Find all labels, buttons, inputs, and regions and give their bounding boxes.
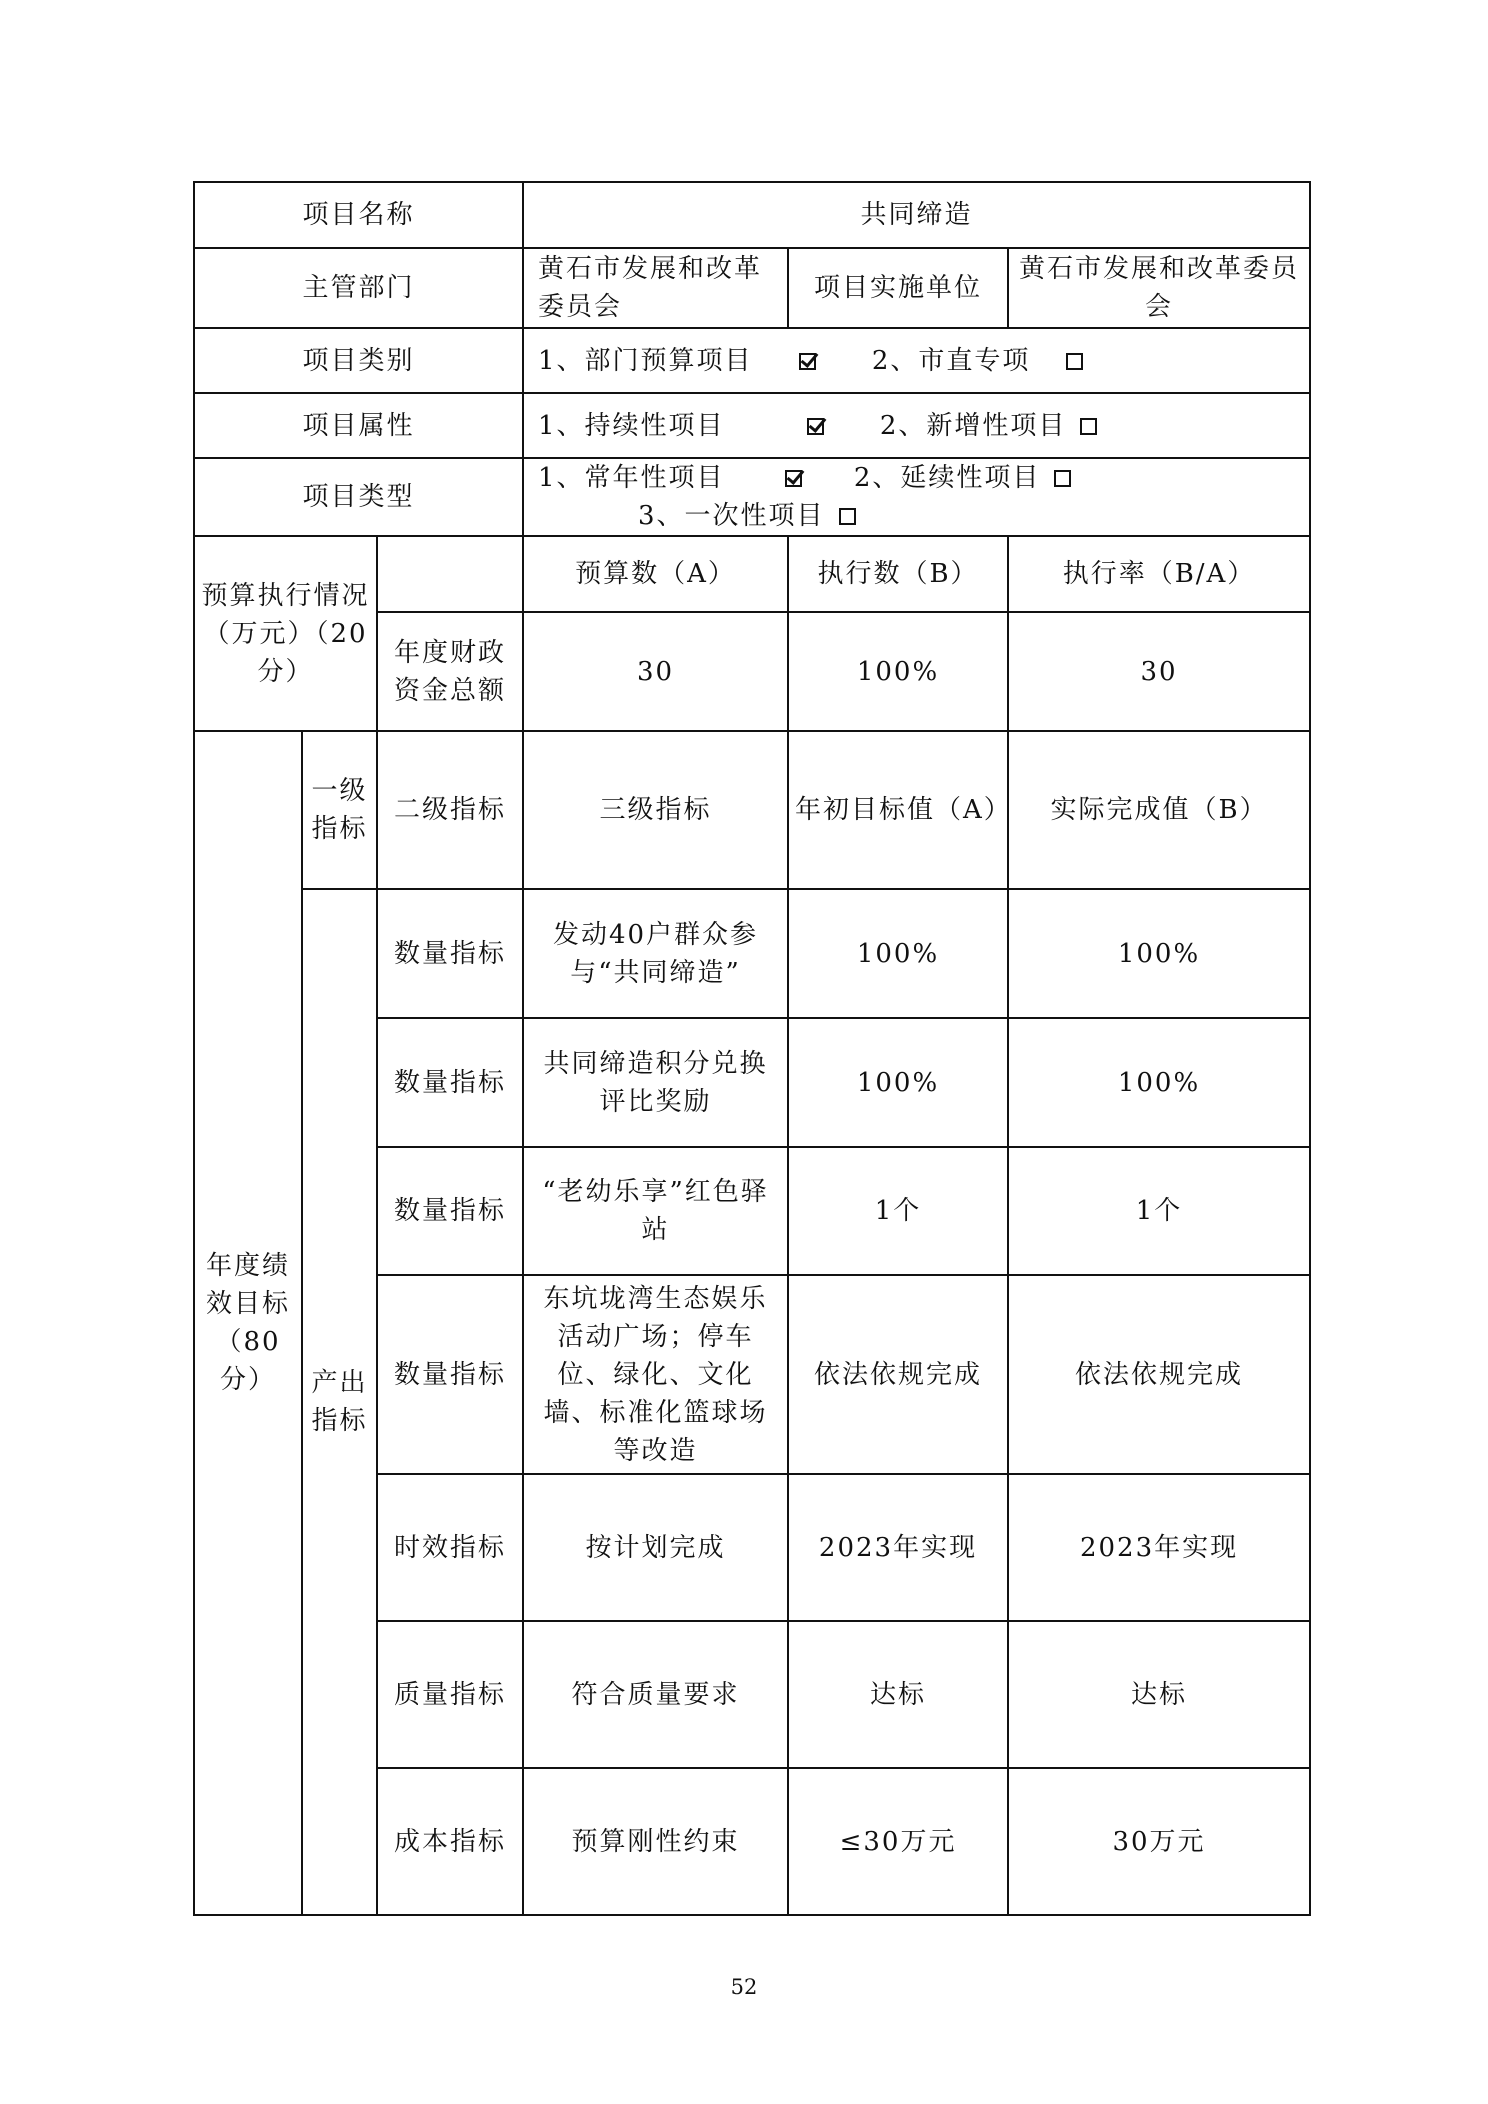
checkbox-empty-icon: [1080, 418, 1097, 435]
attribute-option-1: [538, 407, 824, 445]
category-options: [523, 328, 1310, 393]
indicator-level3: 发动40户群众参与“共同缔造”: [523, 889, 788, 1018]
indicator-actual: 达标: [1008, 1621, 1310, 1768]
budget-a-value: 30: [523, 612, 788, 731]
indicator-target: ≤30万元: [788, 1768, 1008, 1915]
dept-value: 黄石市发展和改革委员会: [523, 248, 788, 328]
indicator-level3: 共同缔造积分兑换评比奖励: [523, 1018, 788, 1147]
target-header: 年初目标值（A）: [788, 731, 1008, 889]
impl-unit-label: 项目实施单位: [788, 248, 1008, 328]
level2-header: 二级指标: [377, 731, 523, 889]
indicator-level2: 数量指标: [377, 1147, 523, 1275]
attribute-option-2-text: 2、新增性项目: [879, 410, 1067, 441]
indicator-level3: 符合质量要求: [523, 1621, 788, 1768]
indicator-target: 2023年实现: [788, 1474, 1008, 1621]
perf-section-label: 年度绩效目标（80分）: [194, 731, 302, 1915]
indicator-level3: “老幼乐享”红色驿站: [523, 1147, 788, 1275]
indicator-actual: 30万元: [1008, 1768, 1310, 1915]
indicator-actual: 100%: [1008, 889, 1310, 1018]
category-option-2: [872, 342, 1084, 380]
project-name-label: 项目名称: [194, 182, 523, 248]
impl-unit-value: 黄石市发展和改革委员会: [1008, 248, 1310, 328]
type-option-1-text: 1、常年性项目: [538, 463, 725, 493]
category-label: 项目类别: [194, 328, 523, 393]
type-option-3-text: 3、一次性项目: [638, 501, 825, 531]
project-name-value: 共同缔造: [523, 182, 1310, 248]
indicator-level2: 数量指标: [377, 889, 523, 1018]
performance-table: [193, 181, 1311, 1916]
level3-header: 三级指标: [523, 731, 788, 889]
indicator-target: 依法依规完成: [788, 1275, 1008, 1474]
indicator-target: 1个: [788, 1147, 1008, 1275]
actual-header: 实际完成值（B）: [1008, 731, 1310, 889]
indicator-actual: 依法依规完成: [1008, 1275, 1310, 1474]
attribute-label: 项目属性: [194, 393, 523, 458]
type-label: 项目类型: [194, 458, 523, 536]
budget-b-value: 100%: [788, 612, 1008, 731]
budget-section-label: 预算执行情况（万元）（20分）: [194, 536, 377, 731]
type-options: [523, 458, 1310, 536]
indicator-level2: 质量指标: [377, 1621, 523, 1768]
indicator-target: 100%: [788, 889, 1008, 1018]
category-option-1-text: 1、部门预算项目: [538, 345, 753, 376]
page-number: 52: [730, 1975, 758, 1999]
type-option-2: [854, 459, 1072, 497]
attribute-options: [523, 393, 1310, 458]
category-option-2-text: 2、市直专项: [871, 345, 1031, 376]
checkbox-checked-icon: [785, 470, 802, 487]
indicator-actual: 2023年实现: [1008, 1474, 1310, 1621]
attribute-option-2: [880, 407, 1098, 445]
indicator-actual: 100%: [1008, 1018, 1310, 1147]
category-option-1: [538, 342, 816, 380]
budget-row-label: 年度财政资金总额: [377, 612, 523, 731]
budget-col-a: 预算数（A）: [523, 536, 788, 612]
budget-header-blank: [377, 536, 523, 612]
indicator-level2: 时效指标: [377, 1474, 523, 1621]
output-indicator-label: 产出指标: [302, 889, 377, 1915]
budget-col-b: 执行数（B）: [788, 536, 1008, 612]
budget-col-rate: 执行率（B/A）: [1008, 536, 1310, 612]
level1-header: 一级指标: [302, 731, 377, 889]
checkbox-checked-icon: [799, 353, 816, 370]
indicator-level3: 按计划完成: [523, 1474, 788, 1621]
checkbox-empty-icon: [839, 508, 856, 525]
checkbox-empty-icon: [1066, 353, 1083, 370]
checkbox-checked-icon: [807, 418, 824, 435]
indicator-level2: 数量指标: [377, 1275, 523, 1474]
indicator-target: 100%: [788, 1018, 1008, 1147]
type-option-1: [538, 459, 802, 497]
indicator-actual: 1个: [1008, 1147, 1310, 1275]
type-option-2-text: 2、延续性项目: [853, 463, 1041, 493]
type-option-3: [638, 497, 856, 535]
indicator-level3: 东坑垅湾生态娱乐活动广场；停车位、绿化、文化墙、标准化篮球场等改造: [523, 1275, 788, 1474]
indicator-level2: 数量指标: [377, 1018, 523, 1147]
dept-label: 主管部门: [194, 248, 523, 328]
indicator-level3: 预算刚性约束: [523, 1768, 788, 1915]
indicator-target: 达标: [788, 1621, 1008, 1768]
budget-rate-value: 30: [1008, 612, 1310, 731]
checkbox-empty-icon: [1054, 470, 1071, 487]
indicator-level2: 成本指标: [377, 1768, 523, 1915]
attribute-option-1-text: 1、持续性项目: [538, 410, 725, 441]
